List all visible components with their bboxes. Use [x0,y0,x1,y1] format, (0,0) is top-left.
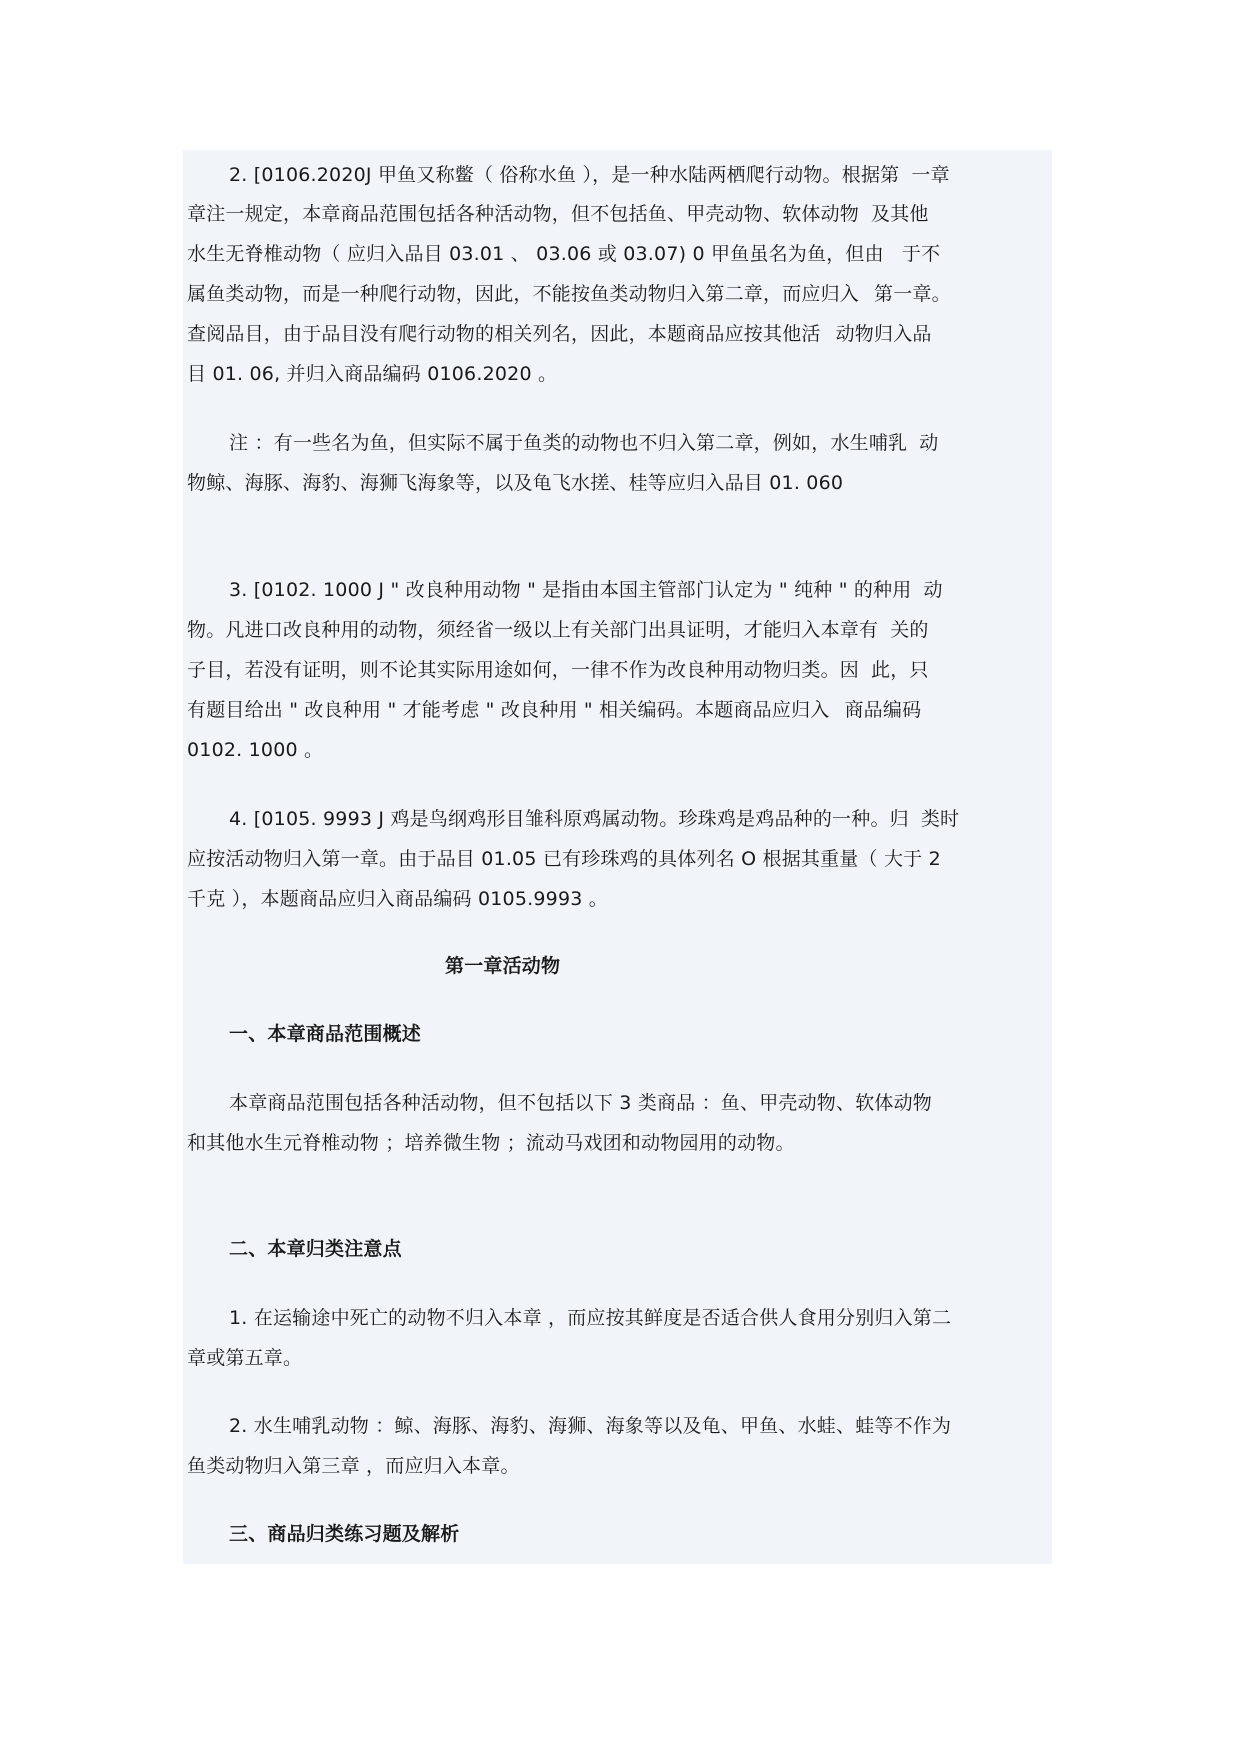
section-heading: 三、商品归类练习题及解析 [229,1523,460,1545]
text-line: 有题目给出 " 改良种用 " 才能考虑 " 改良种用 " 相关编码。本题商品应归入 商品编码 [187,699,922,721]
text-line: 目 01. 06, 并归入商品编码 0106.2020 。 [187,363,558,385]
text-line: 2. [0106.2020J 甲鱼又称鳖（ 俗称水鱼 ），是一种水陆两栖爬行动物。根据第 一章 [229,164,950,186]
text-line: 物鲸、海豚、海豹、海狮飞海象等，以及龟飞水搓、桂等应归入品目 01. 060 [187,472,844,494]
section-heading: 一、本章商品范围概述 [229,1023,422,1045]
text-line: 1. 在运输途中死亡的动物不归入本章 ，而应按其鲜度是否适合供人食用分别归入第二 [229,1307,952,1329]
section-heading: 二、本章归类注意点 [229,1238,402,1260]
text-line: 注 ：有一些名为鱼，但实际不属于鱼类的动物也不归入第二章，例如，水生哺乳 动 [229,432,939,454]
text-line: 属鱼类动物，而是一种爬行动物，因此，不能按鱼类动物归入第二章，而应归入 第一章。 [187,283,951,305]
text-line: 章注一规定，本章商品范围包括各种活动物，但不包括鱼、甲壳动物、软体动物 及其他 [187,203,929,225]
text-line: 4. [0105. 9993 J 鸡是鸟纲鸡形目雏科原鸡属动物。珍珠鸡是鸡品种的一种。归 类时 [229,808,960,830]
text-line: 鱼类动物归入第三章 ，而应归入本章。 [187,1455,520,1477]
text-line: 章或第五章。 [187,1347,303,1369]
text-line: 应按活动物归入第一章。由于品目 01.05 已有珍珠鸡的具体列名 O 根据其重量（ 大于 2 [187,848,941,870]
chapter-title: 第一章活动物 [445,955,561,977]
text-line: 物。凡进口改良种用的动物，须经省一级以上有关部门出具证明，才能归入本章有 关的 [187,619,929,641]
text-line: 和其他水生元脊椎动物 ；培养微生物 ；流动马戏团和动物园用的动物。 [187,1132,795,1154]
text-line: 3. [0102. 1000 J " 改良种用动物 " 是指由本国主管部门认定为 " 纯种 " 的种用 动 [229,579,943,601]
text-line: 千克 ），本题商品应归入商品编码 0105.9993 。 [187,888,608,910]
text-line: 2. 水生哺乳动物 ：鲸、海豚、海豹、海狮、海象等以及龟、甲鱼、水蛙、蛙等不作为 [229,1415,952,1437]
text-line: 本章商品范围包括各种活动物，但不包括以下 3 类商品 ：鱼、甲壳动物、软体动物 [229,1092,933,1114]
text-line: 0102. 1000 。 [187,739,324,761]
text-line: 查阅品目，由于品目没有爬行动物的相关列名，因此，本题商品应按其他活 动物归入品 [187,323,932,345]
text-line: 子目，若没有证明，则不论其实际用途如何，一律不作为改良种用动物归类。因 此，只 [187,659,929,681]
text-line: 水生无脊椎动物（ 应归入品目 03.01 、 03.06 或 03.07) 0 甲鱼虽名为鱼，但由 于不 [187,243,941,265]
